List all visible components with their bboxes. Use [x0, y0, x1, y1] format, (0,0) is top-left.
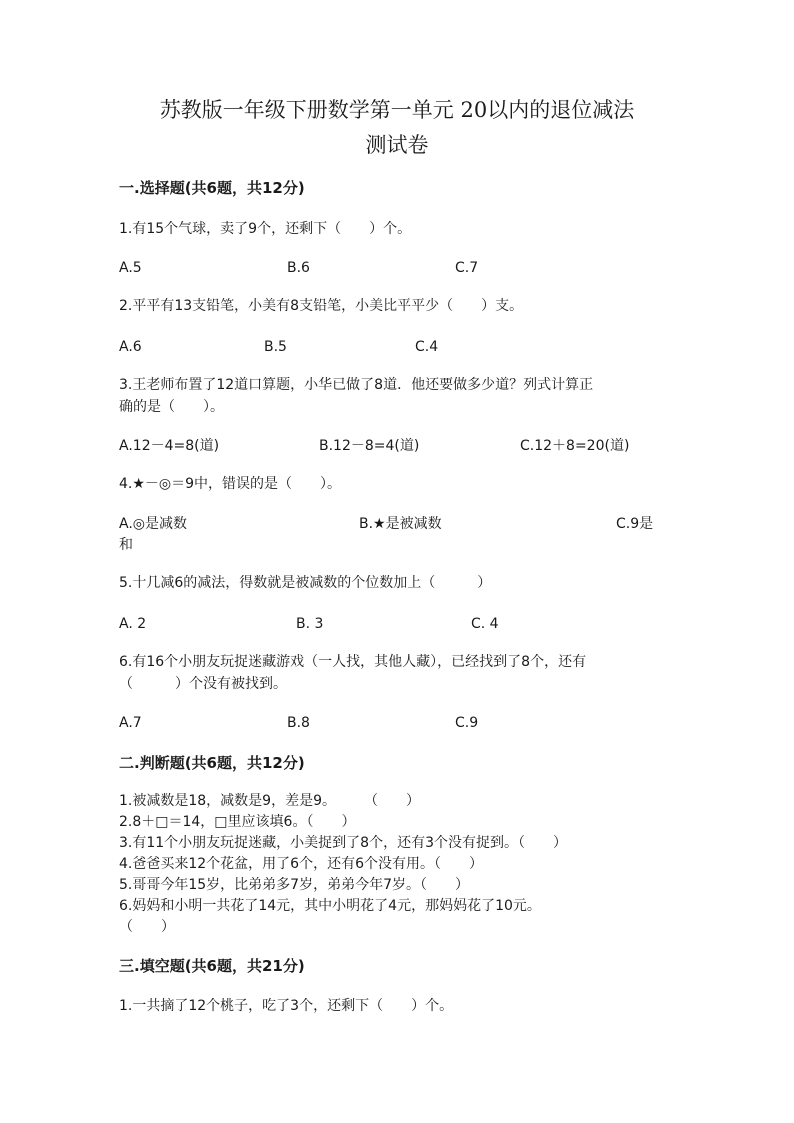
option-c[interactable]: C.7: [455, 260, 479, 276]
option-c-wrap: 和: [119, 537, 133, 553]
question-2: 2.平平有13支铅笔，小美有8支铅笔，小美比平平少（ ）支。: [119, 298, 524, 314]
question-4: 4.★－◎＝9中，错误的是（ ）。: [119, 476, 342, 492]
fill-question-1: 1.一共摘了12个桃子，吃了3个，还剩下（ ）个。: [119, 998, 454, 1014]
option-c[interactable]: C. 4: [471, 616, 499, 632]
question-3-line2: 确的是（ ）。: [119, 399, 224, 415]
option-a[interactable]: A.7: [119, 715, 142, 731]
option-b[interactable]: B.8: [287, 715, 310, 731]
judge-item-2: 2.8＋□＝14，□里应该填6。（ ）: [119, 814, 356, 830]
option-a[interactable]: A.6: [119, 339, 142, 355]
option-c[interactable]: C.4: [415, 339, 439, 355]
option-b[interactable]: B.6: [287, 260, 310, 276]
option-a[interactable]: A.12－4=8(道): [119, 438, 220, 454]
question-6-line2: （ ）个没有被找到。: [119, 676, 287, 692]
option-c[interactable]: C.9是: [616, 516, 654, 532]
judge-item-6: 6.妈妈和小明一共花了14元，其中小明花了4元，那妈妈花了10元。: [119, 898, 541, 914]
option-c[interactable]: C.9: [455, 715, 479, 731]
section-heading-choice: 一.选择题(共6题，共12分): [119, 179, 305, 197]
option-a[interactable]: A. 2: [119, 616, 147, 632]
option-b[interactable]: B. 3: [296, 616, 324, 632]
judge-item-6-answer: （ ）: [119, 919, 175, 935]
option-a[interactable]: A.5: [119, 260, 142, 276]
question-6: [119, 651, 689, 695]
option-a[interactable]: A.◎是减数: [119, 516, 187, 532]
option-b[interactable]: B.12－8=4(道): [319, 438, 420, 454]
section-heading-fill: 三.填空题(共6题，共21分): [119, 957, 305, 975]
question-5: 5.十几减6的减法，得数就是被减数的个位数加上（ ）: [119, 575, 492, 591]
question-1: 1.有15个气球，卖了9个，还剩下（ ）个。: [119, 221, 412, 237]
question-3: [119, 374, 679, 418]
page-title: 苏教版一年级下册数学第一单元 20以内的退位减法: [159, 98, 635, 122]
option-c[interactable]: C.12＋8=20(道): [520, 438, 630, 454]
judge-item-4: 4.爸爸买来12个花盆，用了6个，还有6个没有用。（ ）: [119, 856, 483, 872]
judge-item-3: 3.有11个小朋友玩捉迷藏，小美捉到了8个，还有3个没有捉到。（ ）: [119, 835, 567, 851]
option-b[interactable]: B.5: [264, 339, 287, 355]
question-3-line1: 3.王老师布置了12道口算题，小华已做了8道．他还要做多少道？列式计算正: [119, 377, 594, 393]
page-title-line2: 测试卷: [365, 133, 429, 157]
judge-item-1: 1.被减数是18，减数是9，差是9。 （ ）: [119, 793, 420, 809]
judge-item-5: 5.哥哥今年15岁，比弟弟多7岁，弟弟今年7岁。（ ）: [119, 877, 469, 893]
question-6-line1: 6.有16个小朋友玩捉迷藏游戏（一人找，其他人藏），已经找到了8个，还有: [119, 654, 587, 670]
section-heading-judge: 二.判断题(共6题，共12分): [119, 754, 305, 772]
option-b[interactable]: B.★是被减数: [359, 516, 442, 532]
